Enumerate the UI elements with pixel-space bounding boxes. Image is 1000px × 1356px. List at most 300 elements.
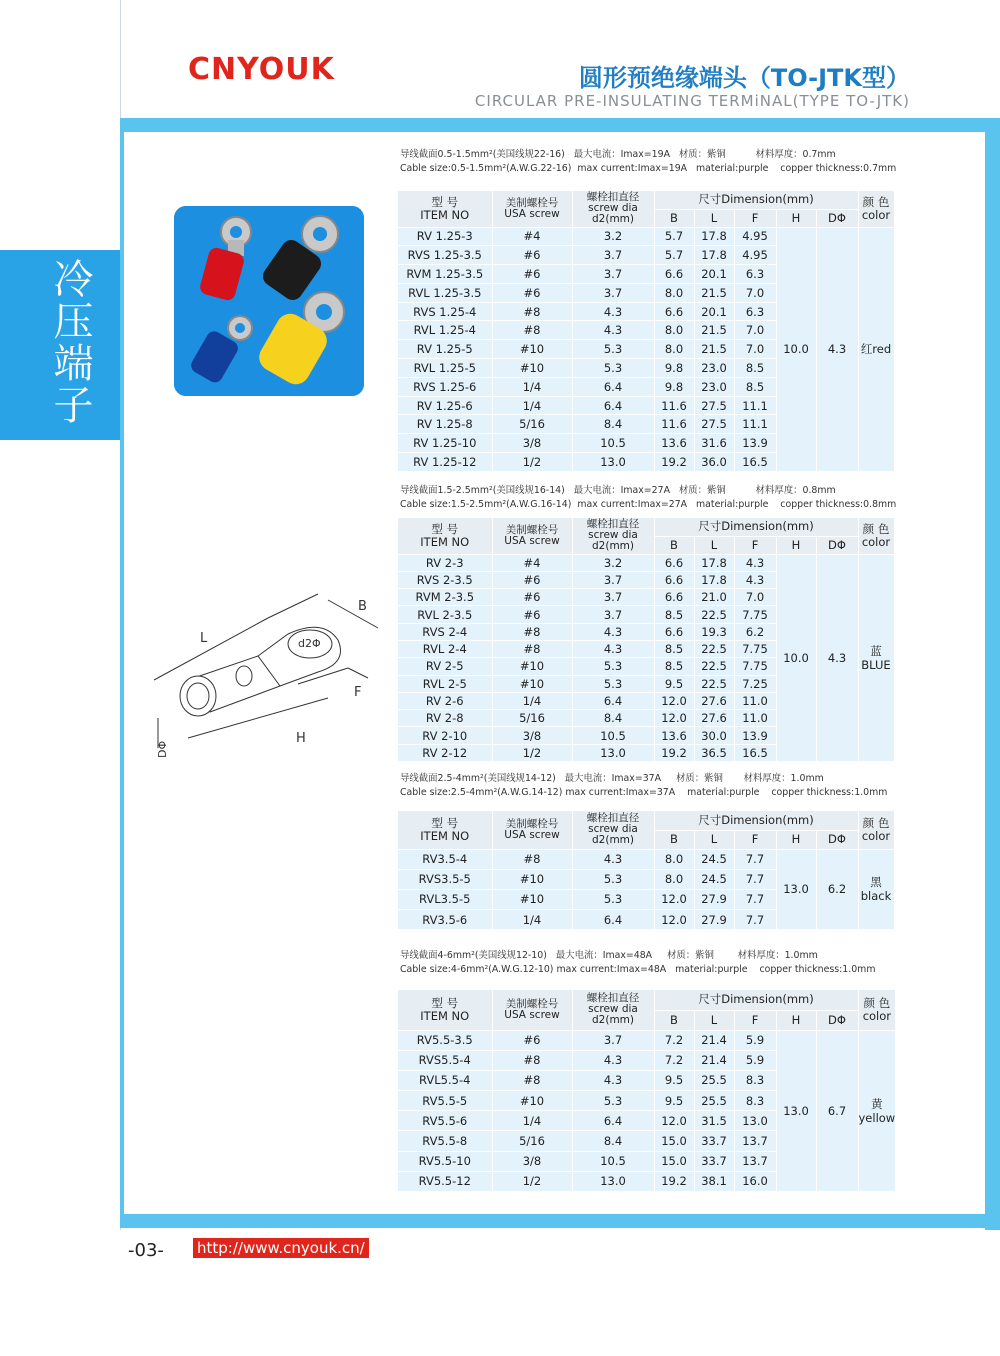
usa-screw-cell: 3/8	[492, 1151, 572, 1171]
col-color-line: color	[862, 1008, 892, 1023]
screw-dia-cell: 4.3	[572, 1050, 654, 1070]
product-photo	[174, 206, 364, 396]
dim-l-cell: 23.0	[694, 359, 734, 378]
screw-dia-cell: 4.3	[572, 321, 654, 340]
dim-b-cell: 6.6	[654, 265, 694, 284]
item-no-cell: RVS 1.25-6	[398, 377, 492, 396]
dim-b-cell: 12.0	[654, 1111, 694, 1131]
usa-screw-cell: 3/8	[492, 727, 572, 744]
col-b-line: B	[670, 537, 678, 552]
col-d	[816, 536, 858, 554]
dim-l-cell: 22.5	[694, 675, 734, 692]
col-color-line: 颜 色	[862, 194, 890, 209]
dim-b-cell: 11.6	[654, 415, 694, 434]
dim-b-cell: 19.2	[654, 1171, 694, 1191]
col-d2-line: d2(mm)	[592, 1014, 634, 1027]
dim-f-cell: 13.7	[734, 1131, 776, 1151]
col-screw-line: 美制螺栓号	[505, 997, 559, 1010]
col-screw	[492, 990, 572, 1030]
dim-f-cell: 11.0	[734, 692, 776, 709]
usa-screw-cell: #6	[492, 246, 572, 265]
dim-b-cell: 12.0	[654, 910, 694, 930]
col-screw-line: 美制螺栓号	[505, 523, 559, 536]
item-no-cell: RVS 1.25-4	[398, 302, 492, 321]
screw-dia-cell: 4.3	[572, 1070, 654, 1090]
dim-label-d: DΦ	[156, 740, 169, 758]
dim-f-cell: 4.95	[734, 227, 776, 246]
col-color-line: 颜 色	[862, 815, 890, 830]
usa-screw-cell: #10	[492, 359, 572, 378]
dim-b-cell: 8.5	[654, 658, 694, 675]
dim-b-cell: 5.7	[654, 227, 694, 246]
dim-l-cell: 23.0	[694, 377, 734, 396]
side-category-label: 冷压端子	[47, 258, 93, 426]
screw-dia-cell: 5.3	[572, 1091, 654, 1111]
page-number: -03-	[128, 1240, 164, 1261]
screw-dia-cell: 3.7	[572, 283, 654, 302]
item-no-cell: RVM 2-3.5	[398, 589, 492, 606]
dim-f-cell: 7.75	[734, 658, 776, 675]
spec-en-4: Cable size:4-6mm²(A.W.G.12-10) max current:Imax=48A material:purple copper thickness:1.0mm	[400, 964, 876, 975]
dim-l-cell: 27.9	[694, 910, 734, 930]
spec-table-2	[398, 518, 895, 762]
usa-screw-cell: #10	[492, 675, 572, 692]
col-f-line: F	[751, 1012, 759, 1027]
screw-dia-cell: 5.3	[572, 889, 654, 909]
spec-en-2: Cable size:1.5-2.5mm²(A.W.G.16-14) max current:Imax=27A material:purple copper thickness:0.8mm	[400, 499, 897, 510]
screw-dia-cell: 3.7	[572, 606, 654, 623]
dim-l-cell: 36.0	[694, 453, 734, 472]
col-l-line: L	[710, 832, 718, 846]
usa-screw-cell: #6	[492, 265, 572, 284]
dim-l-cell: 27.6	[694, 692, 734, 709]
usa-screw-cell: #8	[492, 1070, 572, 1090]
item-no-cell: RV 2-12	[398, 744, 492, 761]
col-screw-line: 美制螺栓号	[505, 196, 559, 209]
col-b-line: B	[670, 1012, 678, 1027]
screw-dia-cell: 5.3	[572, 340, 654, 359]
dim-f-cell: 7.0	[734, 321, 776, 340]
col-d2-line: d2(mm)	[592, 834, 634, 847]
col-h-line: H	[791, 832, 801, 846]
item-no-cell: RV5.5-5	[398, 1091, 492, 1111]
col-h	[776, 830, 816, 849]
dim-l-cell: 33.7	[694, 1131, 734, 1151]
col-screw	[492, 518, 572, 554]
col-d2-line: screw dia	[588, 202, 638, 215]
dim-f-cell: 7.0	[734, 589, 776, 606]
dim-f-cell: 16.5	[734, 744, 776, 761]
dim-b-cell: 13.6	[654, 434, 694, 453]
dim-b-cell: 6.6	[654, 623, 694, 640]
col-dimension	[654, 990, 858, 1010]
page-title-cn: 圆形预绝缘端头（TO-JTK型）	[578, 64, 910, 92]
dim-l-cell: 36.5	[694, 744, 734, 761]
dim-l-cell: 17.8	[694, 246, 734, 265]
col-item	[398, 990, 492, 1030]
usa-screw-cell: #10	[492, 889, 572, 909]
col-d2	[572, 811, 654, 849]
dim-d-merged-cell: 6.2	[816, 849, 858, 930]
dim-b-cell: 6.6	[654, 554, 694, 571]
usa-screw-cell: #10	[492, 658, 572, 675]
dim-d-merged-cell: 4.3	[816, 227, 858, 471]
dim-h-merged-cell: 10.0	[776, 227, 816, 471]
color-merged-cell: 蓝BLUE	[858, 554, 894, 762]
usa-screw-cell: #10	[492, 1091, 572, 1111]
item-no-cell: RV 2-6	[398, 692, 492, 709]
dim-b-cell: 9.5	[654, 1091, 694, 1111]
dim-l-cell: 22.5	[694, 658, 734, 675]
col-l	[694, 209, 734, 227]
spec-cn-2: 导线截面1.5-2.5mm²(美国线规16-14) 最大电流：Imax=27A 材质：紫铜 材料厚度：0.8mm	[400, 485, 836, 496]
dim-l-cell: 24.5	[694, 849, 734, 869]
col-item	[398, 518, 492, 554]
dim-b-cell: 7.2	[654, 1030, 694, 1050]
screw-dia-cell: 3.7	[572, 265, 654, 284]
dim-b-cell: 19.2	[654, 453, 694, 472]
bottom-accent-band	[120, 1214, 1000, 1228]
dim-f-cell: 8.3	[734, 1091, 776, 1111]
col-b	[654, 209, 694, 227]
dim-l-cell: 30.0	[694, 727, 734, 744]
color-merged-cell: 红red	[858, 227, 894, 471]
usa-screw-cell: 1/4	[492, 396, 572, 415]
col-d2-line: d2(mm)	[592, 213, 634, 226]
col-item-line: ITEM NO	[420, 1008, 470, 1023]
dim-f-cell: 7.0	[734, 340, 776, 359]
col-item-line: 型 号	[431, 815, 459, 830]
usa-screw-cell: #8	[492, 623, 572, 640]
dim-f-cell: 6.3	[734, 265, 776, 284]
screw-dia-cell: 6.4	[572, 1111, 654, 1131]
dim-f-cell: 5.9	[734, 1030, 776, 1050]
item-no-cell: RVS 1.25-3.5	[398, 246, 492, 265]
dim-b-cell: 9.5	[654, 1070, 694, 1090]
usa-screw-cell: #4	[492, 227, 572, 246]
col-l-line: L	[710, 1012, 718, 1027]
item-no-cell: RVM 1.25-3.5	[398, 265, 492, 284]
dim-b-cell: 9.8	[654, 359, 694, 378]
col-f	[734, 1010, 776, 1030]
col-color-line: color	[861, 207, 891, 222]
col-l-line: L	[710, 537, 718, 552]
dim-h-merged-cell: 13.0	[776, 849, 816, 930]
usa-screw-cell: #6	[492, 606, 572, 623]
col-screw-line: USA screw	[504, 1008, 560, 1021]
col-color	[858, 191, 894, 227]
dim-label-d2: d2Φ	[298, 637, 321, 650]
dim-b-cell: 8.0	[654, 321, 694, 340]
col-b-line: B	[670, 210, 678, 225]
dim-f-cell: 11.1	[734, 396, 776, 415]
table-row	[398, 227, 894, 246]
col-color	[858, 518, 894, 554]
screw-dia-cell: 13.0	[572, 744, 654, 761]
col-d2	[572, 990, 654, 1030]
col-dimension	[654, 811, 858, 830]
screw-dia-cell: 3.7	[572, 1030, 654, 1050]
usa-screw-cell: #8	[492, 321, 572, 340]
dim-b-cell: 9.5	[654, 675, 694, 692]
item-no-cell: RVL 2-3.5	[398, 606, 492, 623]
col-dimension	[654, 191, 858, 209]
item-no-cell: RVL3.5-5	[398, 889, 492, 909]
item-no-cell: RV 1.25-8	[398, 415, 492, 434]
usa-screw-cell: 5/16	[492, 415, 572, 434]
dim-b-cell: 13.6	[654, 727, 694, 744]
screw-dia-cell: 5.3	[572, 869, 654, 889]
screw-dia-cell: 4.3	[572, 849, 654, 869]
col-screw-line: USA screw	[504, 207, 560, 220]
dim-b-cell: 6.6	[654, 302, 694, 321]
website-link[interactable]: http://www.cnyouk.cn/	[193, 1238, 369, 1258]
col-d	[816, 1010, 858, 1030]
col-h	[776, 1010, 816, 1030]
usa-screw-cell: #8	[492, 302, 572, 321]
col-b-line: B	[670, 832, 678, 846]
dim-b-cell: 8.0	[654, 849, 694, 869]
usa-screw-cell: 3/8	[492, 434, 572, 453]
dim-l-cell: 17.8	[694, 554, 734, 571]
item-no-cell: RV5.5-8	[398, 1131, 492, 1151]
dim-l-cell: 38.1	[694, 1171, 734, 1191]
col-screw-line: USA screw	[504, 828, 560, 841]
dim-b-cell: 11.6	[654, 396, 694, 415]
usa-screw-cell: 1/4	[492, 1111, 572, 1131]
dim-b-cell: 8.0	[654, 340, 694, 359]
col-color-line: color	[861, 534, 891, 549]
screw-dia-cell: 3.7	[572, 246, 654, 265]
col-dimension-line: 尺寸Dimension(mm)	[698, 992, 814, 1007]
col-d-line: DΦ	[828, 832, 846, 846]
dim-f-cell: 7.7	[734, 849, 776, 869]
screw-dia-cell: 4.3	[572, 302, 654, 321]
usa-screw-cell: 1/2	[492, 1171, 572, 1191]
dim-h-merged-cell: 10.0	[776, 554, 816, 762]
dim-l-cell: 31.6	[694, 434, 734, 453]
left-margin	[0, 0, 121, 1230]
screw-dia-cell: 4.3	[572, 623, 654, 640]
dim-f-cell: 11.0	[734, 710, 776, 727]
col-item-line: 型 号	[431, 521, 459, 536]
item-no-cell: RV 2-5	[398, 658, 492, 675]
usa-screw-cell: 1/4	[492, 910, 572, 930]
item-no-cell: RV5.5-10	[398, 1151, 492, 1171]
dim-f-cell: 6.3	[734, 302, 776, 321]
usa-screw-cell: #6	[492, 571, 572, 588]
dim-b-cell: 15.0	[654, 1151, 694, 1171]
col-d2-line: d2(mm)	[592, 540, 634, 553]
dim-b-cell: 6.6	[654, 571, 694, 588]
usa-screw-cell: 1/2	[492, 744, 572, 761]
col-l	[694, 1010, 734, 1030]
dim-b-cell: 8.0	[654, 869, 694, 889]
dim-l-cell: 17.8	[694, 227, 734, 246]
usa-screw-cell: #6	[492, 1030, 572, 1050]
usa-screw-cell: #6	[492, 589, 572, 606]
spec-cn-3: 导线截面2.5-4mm²(美国线规14-12) 最大电流：Imax=37A 材质：紫铜 材料厚度：1.0mm	[400, 773, 824, 784]
dim-f-cell: 13.7	[734, 1151, 776, 1171]
screw-dia-cell: 10.5	[572, 727, 654, 744]
dim-f-cell: 8.5	[734, 359, 776, 378]
dim-l-cell: 22.5	[694, 606, 734, 623]
item-no-cell: RV 1.25-5	[398, 340, 492, 359]
color-merged-cell: 黄 yellow	[858, 1030, 896, 1192]
dim-f-cell: 13.9	[734, 727, 776, 744]
dim-f-cell: 7.7	[734, 910, 776, 930]
dim-l-cell: 20.1	[694, 302, 734, 321]
dim-l-cell: 27.9	[694, 889, 734, 909]
col-screw	[492, 811, 572, 849]
dim-l-cell: 21.5	[694, 340, 734, 359]
item-no-cell: RV5.5-3.5	[398, 1030, 492, 1050]
spec-cn-4: 导线截面4-6mm²(美国线规12-10) 最大电流：Imax=48A 材质：紫铜 材料厚度：1.0mm	[400, 950, 818, 961]
col-f	[734, 209, 776, 227]
dim-f-cell: 16.0	[734, 1171, 776, 1191]
item-no-cell: RVS 2-3.5	[398, 571, 492, 588]
col-color	[858, 990, 896, 1030]
item-no-cell: RV5.5-12	[398, 1171, 492, 1191]
right-accent-band	[985, 118, 1000, 1230]
dim-f-cell: 16.5	[734, 453, 776, 472]
item-no-cell: RVS5.5-4	[398, 1050, 492, 1070]
spec-table-1	[398, 191, 895, 472]
col-d2-line: screw dia	[588, 529, 638, 542]
dim-b-cell: 15.0	[654, 1131, 694, 1151]
screw-dia-cell: 5.3	[572, 658, 654, 675]
col-d2-line: 螺栓扣直径	[586, 812, 640, 825]
col-d	[816, 830, 858, 849]
col-color-line: color	[861, 828, 891, 843]
dim-f-cell: 4.95	[734, 246, 776, 265]
dim-l-cell: 25.5	[694, 1091, 734, 1111]
item-no-cell: RV3.5-4	[398, 849, 492, 869]
dim-f-cell: 11.1	[734, 415, 776, 434]
color-merged-cell: 黑black	[858, 849, 894, 930]
col-d2	[572, 191, 654, 227]
usa-screw-cell: #10	[492, 869, 572, 889]
col-d	[816, 209, 858, 227]
dim-f-cell: 7.75	[734, 606, 776, 623]
dim-l-cell: 27.5	[694, 415, 734, 434]
item-no-cell: RV3.5-6	[398, 910, 492, 930]
dim-f-cell: 6.2	[734, 623, 776, 640]
dim-f-cell: 7.7	[734, 889, 776, 909]
table-row	[398, 554, 894, 571]
usa-screw-cell: 5/16	[492, 710, 572, 727]
col-f	[734, 830, 776, 849]
brand-logo: CNYOUK	[188, 52, 335, 87]
item-no-cell: RVS3.5-5	[398, 869, 492, 889]
screw-dia-cell: 5.3	[572, 359, 654, 378]
dim-l-cell: 27.6	[694, 710, 734, 727]
dim-b-cell: 5.7	[654, 246, 694, 265]
col-dimension	[654, 518, 858, 536]
col-d2-line: screw dia	[588, 1003, 638, 1016]
col-d2-line: 螺栓扣直径	[586, 518, 640, 531]
col-d2-line: screw dia	[588, 823, 638, 836]
dim-f-cell: 13.9	[734, 434, 776, 453]
col-item-line: 型 号	[431, 194, 459, 209]
dim-b-cell: 8.0	[654, 283, 694, 302]
col-d2-line: 螺栓扣直径	[586, 992, 640, 1005]
dim-l-cell: 21.4	[694, 1050, 734, 1070]
dim-d-merged-cell: 6.7	[816, 1030, 858, 1192]
item-no-cell: RVL5.5-4	[398, 1070, 492, 1090]
item-no-cell: RVL 1.25-5	[398, 359, 492, 378]
col-h-line: H	[791, 210, 801, 225]
col-d-line: DΦ	[828, 1012, 846, 1027]
dim-h-merged-cell: 13.0	[776, 1030, 816, 1192]
item-no-cell: RV 1.25-12	[398, 453, 492, 472]
item-no-cell: RV 1.25-10	[398, 434, 492, 453]
col-f-line: F	[751, 210, 759, 225]
dim-l-cell: 21.5	[694, 321, 734, 340]
screw-dia-cell: 6.4	[572, 692, 654, 709]
col-d2-line: 螺栓扣直径	[586, 191, 640, 204]
dim-l-cell: 21.4	[694, 1030, 734, 1050]
item-no-cell: RV 2-10	[398, 727, 492, 744]
usa-screw-cell: #10	[492, 340, 572, 359]
col-dimension-line: 尺寸Dimension(mm)	[698, 812, 814, 827]
item-no-cell: RV 1.25-3	[398, 227, 492, 246]
spec-table-3	[398, 811, 895, 930]
spec-en-3: Cable size:2.5-4mm²(A.W.G.14-12) max current:Imax=37A material:purple copper thickness:1.0mm	[400, 787, 888, 798]
top-accent-band	[120, 118, 1000, 132]
item-no-cell: RV 2-3	[398, 554, 492, 571]
col-h-line: H	[791, 537, 801, 552]
usa-screw-cell: 1/4	[492, 377, 572, 396]
col-screw-line: USA screw	[504, 534, 560, 547]
dim-d-merged-cell: 4.3	[816, 554, 858, 762]
dim-l-cell: 33.7	[694, 1151, 734, 1171]
screw-dia-cell: 10.5	[572, 1151, 654, 1171]
usa-screw-cell: 1/4	[492, 692, 572, 709]
dim-l-cell: 20.1	[694, 265, 734, 284]
col-h-line: H	[791, 1012, 801, 1027]
dim-f-cell: 7.0	[734, 283, 776, 302]
usa-screw-cell: 1/2	[492, 453, 572, 472]
screw-dia-cell: 4.3	[572, 640, 654, 657]
usa-screw-cell: #8	[492, 849, 572, 869]
col-item-line: ITEM NO	[420, 207, 470, 222]
spec-en-1: Cable size:0.5-1.5mm²(A.W.G.22-16) max current:Imax=19A material:purple copper thickness:0.7mm	[400, 163, 897, 174]
dim-f-cell: 7.25	[734, 675, 776, 692]
dim-f-cell: 4.3	[734, 571, 776, 588]
col-dimension-line: 尺寸Dimension(mm)	[698, 519, 814, 534]
col-l-line: L	[710, 210, 718, 225]
dim-f-cell: 7.7	[734, 869, 776, 889]
col-d2	[572, 518, 654, 554]
screw-dia-cell: 13.0	[572, 1171, 654, 1191]
dim-f-cell: 8.5	[734, 377, 776, 396]
usa-screw-cell: #4	[492, 554, 572, 571]
spec-cn-1: 导线截面0.5-1.5mm²(美国线规22-16) 最大电流：Imax=19A 材质：紫铜 材料厚度：0.7mm	[400, 149, 836, 160]
col-b	[654, 1010, 694, 1030]
dim-l-cell: 27.5	[694, 396, 734, 415]
item-no-cell: RV5.5-6	[398, 1111, 492, 1131]
usa-screw-cell: #8	[492, 1050, 572, 1070]
dim-b-cell: 8.5	[654, 606, 694, 623]
screw-dia-cell: 6.4	[572, 396, 654, 415]
dim-b-cell: 19.2	[654, 744, 694, 761]
col-item-line: ITEM NO	[420, 534, 470, 549]
col-color-line: 颜 色	[862, 521, 890, 536]
dim-b-cell: 6.6	[654, 589, 694, 606]
col-item-line: ITEM NO	[420, 828, 470, 843]
dim-l-cell: 25.5	[694, 1070, 734, 1090]
